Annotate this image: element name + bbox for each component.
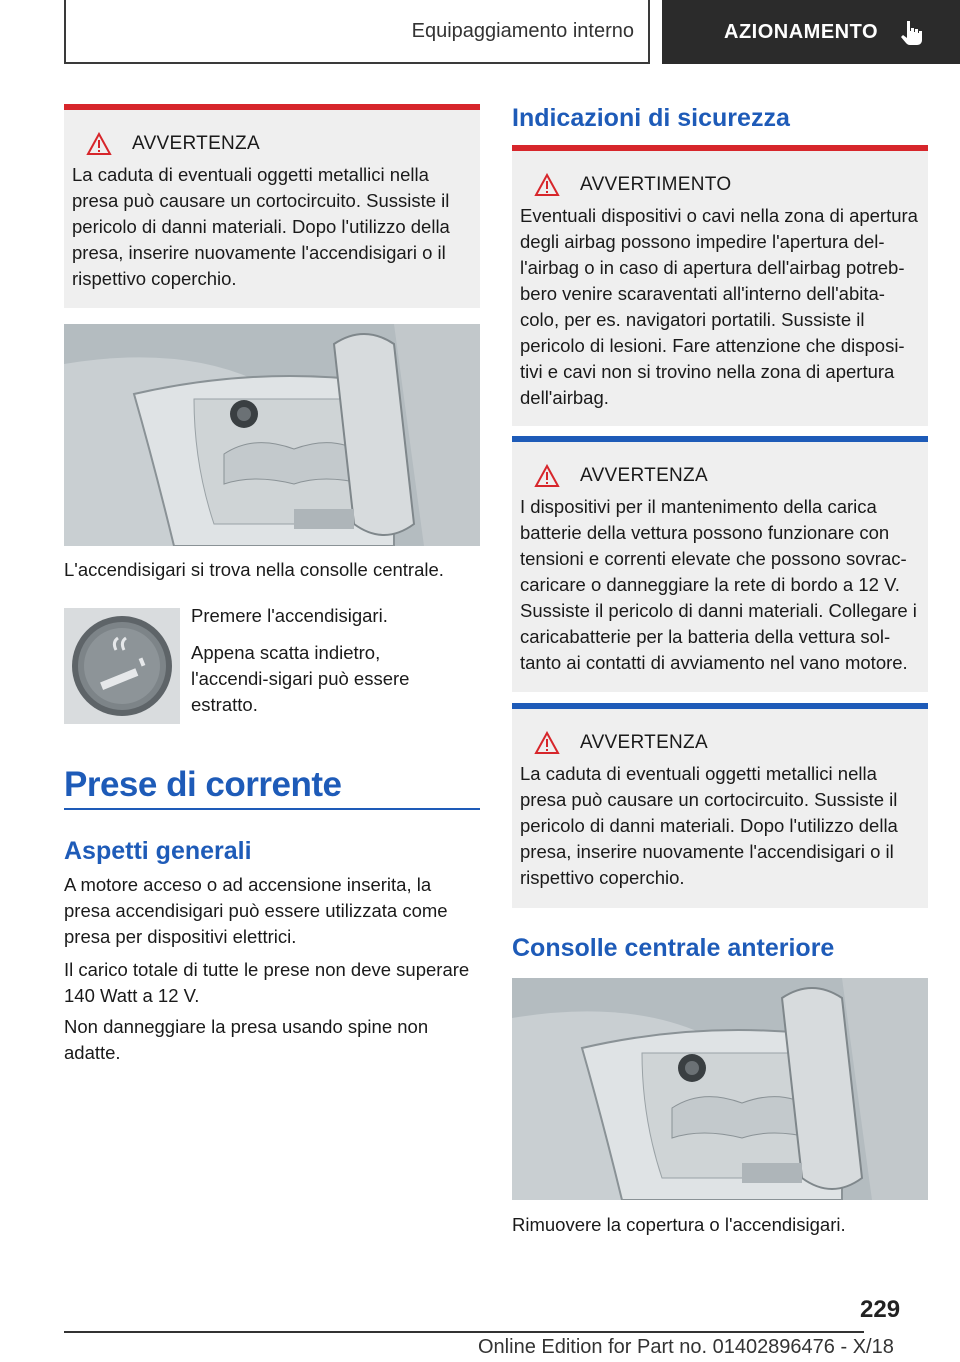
warning-title: AVVERTENZA xyxy=(580,465,708,486)
warning-text: La caduta di eventuali oggetti metallici nella presa può causare un cortocircuito. Sussiste il pericolo di danni materiali. Dopo l'utilizzo della presa, inserire nuovamente l'accendisigari o il rispettivo coperchio. xyxy=(72,164,450,289)
heading-aspetti-generali: Aspetti generali xyxy=(64,837,252,865)
heading-consolle-centrale: Consolle centrale anteriore xyxy=(512,934,835,962)
warning-triangle-icon xyxy=(534,464,560,488)
heading-prese-di-corrente: Prese di corrente xyxy=(64,765,342,804)
caption-console: L'accendisigari si trova nella consolle centrale. xyxy=(64,559,444,580)
header-section-tab xyxy=(64,0,650,64)
warning-triangle-icon xyxy=(534,173,560,197)
section-title: Equipaggiamento interno xyxy=(411,19,634,42)
warning-box-short-circuit xyxy=(64,104,480,308)
footer-rule xyxy=(64,1331,864,1333)
lighter-button-image xyxy=(64,608,180,724)
warning-box-battery-charger xyxy=(512,436,928,692)
heading-indicazioni-sicurezza: Indicazioni di sicurezza xyxy=(512,104,790,132)
caption-remove-cover: Rimuovere la copertura o l'accendisigari. xyxy=(512,1214,846,1235)
warning-box-metal-objects xyxy=(512,703,928,908)
warning-text: La caduta di eventuali oggetti metallici nella presa può causare un cortocircuito. Sussiste il pericolo di danni materiali. Dopo l'utilizzo della presa, inserire nuovamente l'accendisigari o il rispettivo coperchio. xyxy=(520,763,898,888)
page-number: 229 xyxy=(860,1296,901,1323)
step-remove-lighter: Appena scatta indietro, l'accendi-sigari può essere estratto. xyxy=(191,642,410,715)
heading-rule xyxy=(64,808,480,810)
warning-box-airbag xyxy=(512,145,928,426)
paragraph-general-1: A motore acceso o ad accensione inserita, la presa accendisigari può essere utilizzata come presa per dispositivi elettrici. xyxy=(64,874,448,947)
warning-title: AVVERTENZA xyxy=(132,133,260,154)
warning-title: AVVERTIMENTO xyxy=(580,174,732,195)
warning-text: I dispositivi per il mantenimento della carica batterie della vettura possono funzionare con tensioni e correnti elevate che possono sovrac-caricare o danneggiare la rete di bordo a 12 V. Sussiste il pericolo di danni materiali. Collegare i caricabatterie per la batteria della vettura sol-tanto ai contatti di avviamento nel vano motore. xyxy=(520,496,917,673)
step-press-lighter: Premere l'accendisigari. xyxy=(191,605,388,626)
warning-title: AVVERTENZA xyxy=(580,732,708,753)
pointing-hand-icon xyxy=(898,19,924,45)
warning-triangle-icon xyxy=(534,731,560,755)
warning-triangle-icon xyxy=(86,132,112,156)
warning-text: Eventuali dispositivi o cavi nella zona di apertura degli airbag possono impedire l'apertura del-l'airbag o in caso di apertura dell'airbag potreb-bero venire scaraventati all'interno dell'abita-colo, per es. navigatori portatili. Sussiste il pericolo di lesioni. Fare attenzione che disposi-tivi e cavi non si trovino nella zona di apertura dell'airbag. xyxy=(520,205,918,408)
paragraph-general-2: Il carico totale di tutte le prese non deve superare 140 Watt a 12 V. xyxy=(64,959,470,1006)
paragraph-general-3: Non danneggiare la presa usando spine non adatte. xyxy=(64,1016,429,1063)
header-chapter-tab xyxy=(662,0,960,64)
footer-edition: Online Edition for Part no. 01402896476 - X/18 xyxy=(478,1336,894,1358)
chapter-title: AZIONAMENTO xyxy=(724,20,879,43)
front-console-image xyxy=(512,978,928,1200)
console-cigarette-lighter-image xyxy=(64,324,480,546)
